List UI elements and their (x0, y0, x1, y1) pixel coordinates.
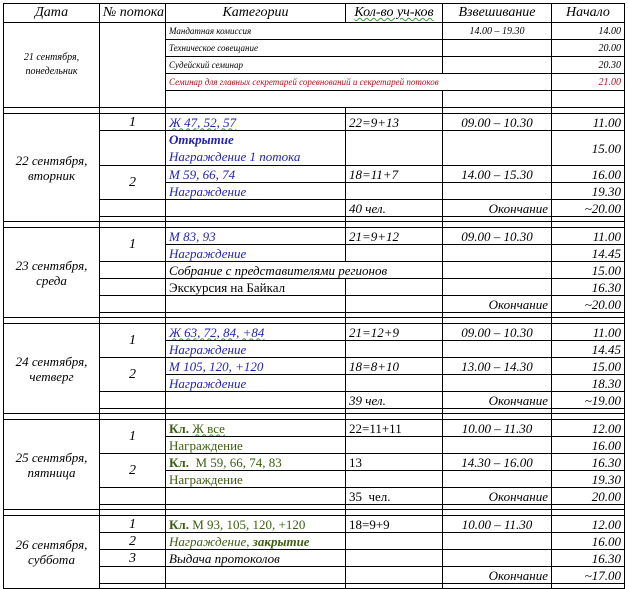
day-date: 23 сентября, среда (4, 228, 100, 318)
weighing-cell (443, 471, 552, 488)
weighing-cell (443, 279, 552, 296)
weighing-cell: 10.00 – 11.30 (443, 516, 552, 533)
count-cell (346, 533, 443, 550)
header-count: Кол-во уч-ков (346, 4, 443, 23)
weighing-cell (443, 40, 552, 57)
day-date: 25 сентября, пятница (4, 420, 100, 510)
count-cell (346, 245, 443, 262)
stream-cell (100, 262, 166, 279)
start-cell: 15.00 (552, 262, 625, 279)
count-cell: 18=9+9 (346, 516, 443, 533)
end-time: ~19.00 (552, 392, 625, 409)
category-cell: Награждение (166, 245, 346, 262)
category-cell: Собрание с представителями регионов (166, 262, 443, 279)
start-cell: 16.30 (552, 279, 625, 296)
end-time: ~20.00 (552, 200, 625, 217)
empty-cell (443, 91, 552, 108)
end-label: Окончание (443, 296, 552, 313)
total-count-cell: 40 чел. (346, 200, 443, 217)
start-cell: 12.00 (552, 420, 625, 437)
total-count-cell: 35 чел. (346, 488, 443, 505)
header-date: Дата (4, 4, 100, 23)
start-cell: 20.30 (552, 57, 625, 74)
end-label: Окончание (443, 567, 552, 584)
header-row (4, 4, 625, 23)
start-cell: 16.00 (552, 533, 625, 550)
count-cell (346, 183, 443, 200)
count-cell (346, 375, 443, 392)
category-cell: Мандатная комиссия (166, 23, 443, 40)
stream-cell: 1 (100, 516, 166, 533)
end-label: Окончание (443, 488, 552, 505)
count-cell (346, 341, 443, 358)
header-weighing: Взвешивание (443, 4, 552, 23)
table-row (4, 324, 625, 341)
stream-cell: 1 (100, 324, 166, 358)
start-cell: 14.00 (552, 23, 625, 40)
count-cell (346, 131, 443, 166)
count-cell: 18=8+10 (346, 358, 443, 375)
table-row (4, 23, 625, 40)
category-cell: М 105, 120, +120 (166, 358, 346, 375)
count-cell: 22=11+11 (346, 420, 443, 437)
start-cell: 21.00 (552, 74, 625, 91)
total-count-cell: 39 чел. (346, 392, 443, 409)
stream-cell: 1 (100, 420, 166, 454)
stream-cell (100, 488, 166, 505)
stream-cell (100, 567, 166, 584)
stream-cell: 2 (100, 454, 166, 488)
category-cell: Награждение (166, 183, 346, 200)
start-cell: 16.30 (552, 454, 625, 471)
weighing-cell: 09.00 – 10.30 (443, 114, 552, 131)
weighing-cell: 14.00 – 19.30 (443, 23, 552, 40)
category-cell: Награждение, закрытие (166, 533, 346, 550)
count-cell: 13 (346, 454, 443, 471)
start-cell: 11.00 (552, 114, 625, 131)
weighing-cell (443, 57, 552, 74)
category-cell: Награждение (166, 437, 346, 454)
category-cell (166, 567, 346, 584)
day-date: 21 сентября, понедельник (4, 23, 100, 108)
weighing-cell: 09.00 – 10.30 (443, 324, 552, 341)
stream-cell: 2 (100, 166, 166, 200)
header-category: Категории (166, 4, 346, 23)
category-cell: Ж 47, 52, 57 (166, 114, 346, 131)
category-cell: М 59, 66, 74 (166, 166, 346, 183)
weighing-cell: 14.00 – 15.30 (443, 166, 552, 183)
category-cell (166, 392, 346, 409)
stream-cell: 1 (100, 114, 166, 131)
stream-cell (100, 23, 166, 108)
category-cell: Награждение (166, 375, 346, 392)
table-row (4, 516, 625, 533)
start-cell: 19.30 (552, 471, 625, 488)
weighing-cell: 14.30 – 16.00 (443, 454, 552, 471)
header-stream: № потока (100, 4, 166, 23)
day-date: 26 сентября, суббота (4, 516, 100, 589)
start-cell: 12.00 (552, 516, 625, 533)
count-cell (346, 437, 443, 454)
category-cell: М 83, 93 (166, 228, 346, 245)
end-time: ~20.00 (552, 296, 625, 313)
empty-cell (552, 91, 625, 108)
category-cell: Награждение (166, 471, 346, 488)
start-cell: 16.30 (552, 550, 625, 567)
category-cell: Открытие Награждение 1 потока (166, 131, 346, 166)
start-cell: 15.00 (552, 358, 625, 375)
end-label: Окончание (443, 392, 552, 409)
end-label: Окончание (443, 200, 552, 217)
category-cell: Кл. М 93, 105, 120, +120 (166, 516, 346, 533)
table-row (4, 420, 625, 437)
weighing-cell (443, 245, 552, 262)
stream-cell: 2 (100, 358, 166, 392)
weighing-cell (443, 437, 552, 454)
stream-cell (100, 279, 166, 296)
weighing-cell (443, 533, 552, 550)
category-cell: Техническое совещание (166, 40, 443, 57)
category-cell: Кл. Ж все (166, 420, 346, 437)
count-cell (346, 471, 443, 488)
start-cell: 20.00 (552, 40, 625, 57)
category-cell: Судейский семинар (166, 57, 443, 74)
start-cell: 19.30 (552, 183, 625, 200)
weighing-cell (443, 262, 552, 279)
category-cell: Семинар для главных секретарей соревнований и секретарей потоков (166, 74, 552, 91)
weighing-cell (443, 131, 552, 166)
weighing-cell: 13.00 – 14.30 (443, 358, 552, 375)
stream-cell (100, 131, 166, 166)
schedule-table (3, 3, 625, 589)
weighing-cell (443, 375, 552, 392)
stream-cell (100, 200, 166, 217)
stream-cell (100, 296, 166, 313)
start-cell: 15.00 (552, 131, 625, 166)
category-cell (166, 296, 346, 313)
start-cell: 18.30 (552, 375, 625, 392)
weighing-cell (443, 183, 552, 200)
weighing-cell: 09.00 – 10.30 (443, 228, 552, 245)
category-cell: Выдача протоколов (166, 550, 346, 567)
count-cell: 18=11+7 (346, 166, 443, 183)
category-cell: Кл. М 59, 66, 74, 83 (166, 454, 346, 471)
start-cell: 16.00 (552, 437, 625, 454)
start-cell: 14.45 (552, 341, 625, 358)
table-row (4, 228, 625, 245)
count-cell (346, 550, 443, 567)
start-cell: 11.00 (552, 228, 625, 245)
stream-cell: 1 (100, 228, 166, 262)
count-cell (346, 567, 443, 584)
weighing-cell: 10.00 – 11.30 (443, 420, 552, 437)
weighing-cell (443, 341, 552, 358)
start-cell: 14.45 (552, 245, 625, 262)
stream-cell: 2 (100, 533, 166, 550)
count-cell: 22=9+13 (346, 114, 443, 131)
category-cell: Ж 63, 72, 84, +84 (166, 324, 346, 341)
end-time: 20.00 (552, 488, 625, 505)
weighing-cell (443, 550, 552, 567)
category-cell: Экскурсия на Байкал (166, 279, 346, 296)
category-cell (166, 200, 346, 217)
table-row (4, 114, 625, 131)
start-cell: 11.00 (552, 324, 625, 341)
empty-cell (166, 91, 443, 108)
count-cell: 21=9+12 (346, 228, 443, 245)
category-cell: Награждение (166, 341, 346, 358)
start-cell: 16.00 (552, 166, 625, 183)
count-cell: 21=12+9 (346, 324, 443, 341)
category-cell (166, 488, 346, 505)
header-start: Начало (552, 4, 625, 23)
end-time: ~17.00 (552, 567, 625, 584)
day-date: 24 сентября, четверг (4, 324, 100, 414)
count-cell (346, 296, 443, 313)
count-cell (346, 279, 443, 296)
day-date: 22 сентября, вторник (4, 114, 100, 222)
stream-cell (100, 392, 166, 409)
stream-cell: 3 (100, 550, 166, 567)
